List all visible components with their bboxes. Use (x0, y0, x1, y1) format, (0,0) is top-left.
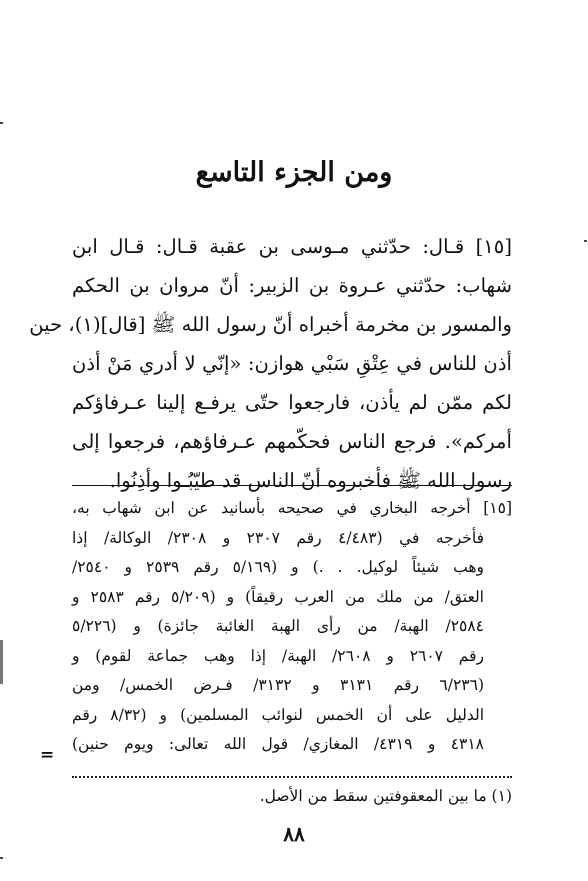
chapter-title: ومن الجزء التاسع (195, 157, 393, 188)
footnote-block (72, 494, 512, 760)
right-edge-mark (584, 240, 587, 242)
hadith-text (29, 227, 512, 500)
footnote-line: رقم ٢٦٠٧ و ٢٦٠٨/ الهبة/ إذا وهب جماعة لقوم) و (72, 646, 485, 665)
hadith-line: أذن للناس في عِتْقِ سَبْي هوازن: «إنّي لا أدري مَنْ أذن (72, 352, 512, 375)
footnote-line: (٦/٢٣٦ رقم ٣١٣١ و ٣١٣٢/ فـرض الخمس/ ومن (72, 676, 484, 694)
left-edge-mark (0, 857, 3, 859)
hadith-line: رسول الله ﷺ فأخبروه أنّ الناس قد طيّبُـوا وأذِنُوا. (109, 469, 512, 492)
hadith-line: لكم ممّن لم يأذن، فارجعوا حتّى يرفـع إلينا عـرفاؤكم (72, 391, 512, 414)
footnote-line: وهب شيئاً لوكيل. . .) و (٥/١٦٩ رقم ٢٥٣٩ و ٢٥٤٠/ (72, 558, 484, 576)
footnote-line: [١٥] أخرجه البخاري في صحيحه بأسانيد عن ابن شهاب به، (72, 499, 512, 517)
left-edge-mark (0, 122, 3, 124)
page-number: ٨٨ (283, 822, 305, 846)
editor-note: (١) ما بين المعقوفتين سقط من الأصل. (259, 787, 512, 805)
footnote-divider (72, 485, 512, 486)
footnote-line: العتق/ من ملك من العرب رقيقاً) و (٥/٢٠٩ رقم ٢٥٨٣ و (72, 587, 484, 606)
hadith-line: أمركم». فرجع الناس فحكّمهم عـرفاؤهم، فرجعوا إلى (72, 430, 512, 453)
hadith-line: شهاب: حدّثني عـروة بن الزبير: أنّ مروان بن الحكم (72, 274, 512, 297)
footnote-line: ٤٣١٨ و ٤٣١٩/ المغازي/ قول الله تعالى: ويوم حنين) (72, 735, 484, 753)
left-edge-mark (0, 640, 3, 684)
hadith-line: والمسور بن مخرمة أخبراه أنّ رسول الله ﷺ [قال](١)، حين (29, 313, 512, 336)
footnote-line: الدليل على أن الخمس لنوائب المسلمين) و (٨/٣٢ رقم (72, 705, 485, 724)
continuation-mark: = (40, 745, 55, 765)
footnote-line: فأخرجه في (٤/٤٨٣ رقم ٢٣٠٧ و ٢٣٠٨/ الوكالة/ إذا (72, 528, 484, 547)
dotted-divider (72, 776, 512, 778)
hadith-line: [١٥] قـال: حدّثني مـوسى بن عقبة قـال: قـال ابن (72, 235, 512, 258)
footnote-line: ٢٥٨٤/ الهبة/ من رأى الهبة الغائبة جائزة) و (٥/٢٢٦ (72, 617, 484, 635)
